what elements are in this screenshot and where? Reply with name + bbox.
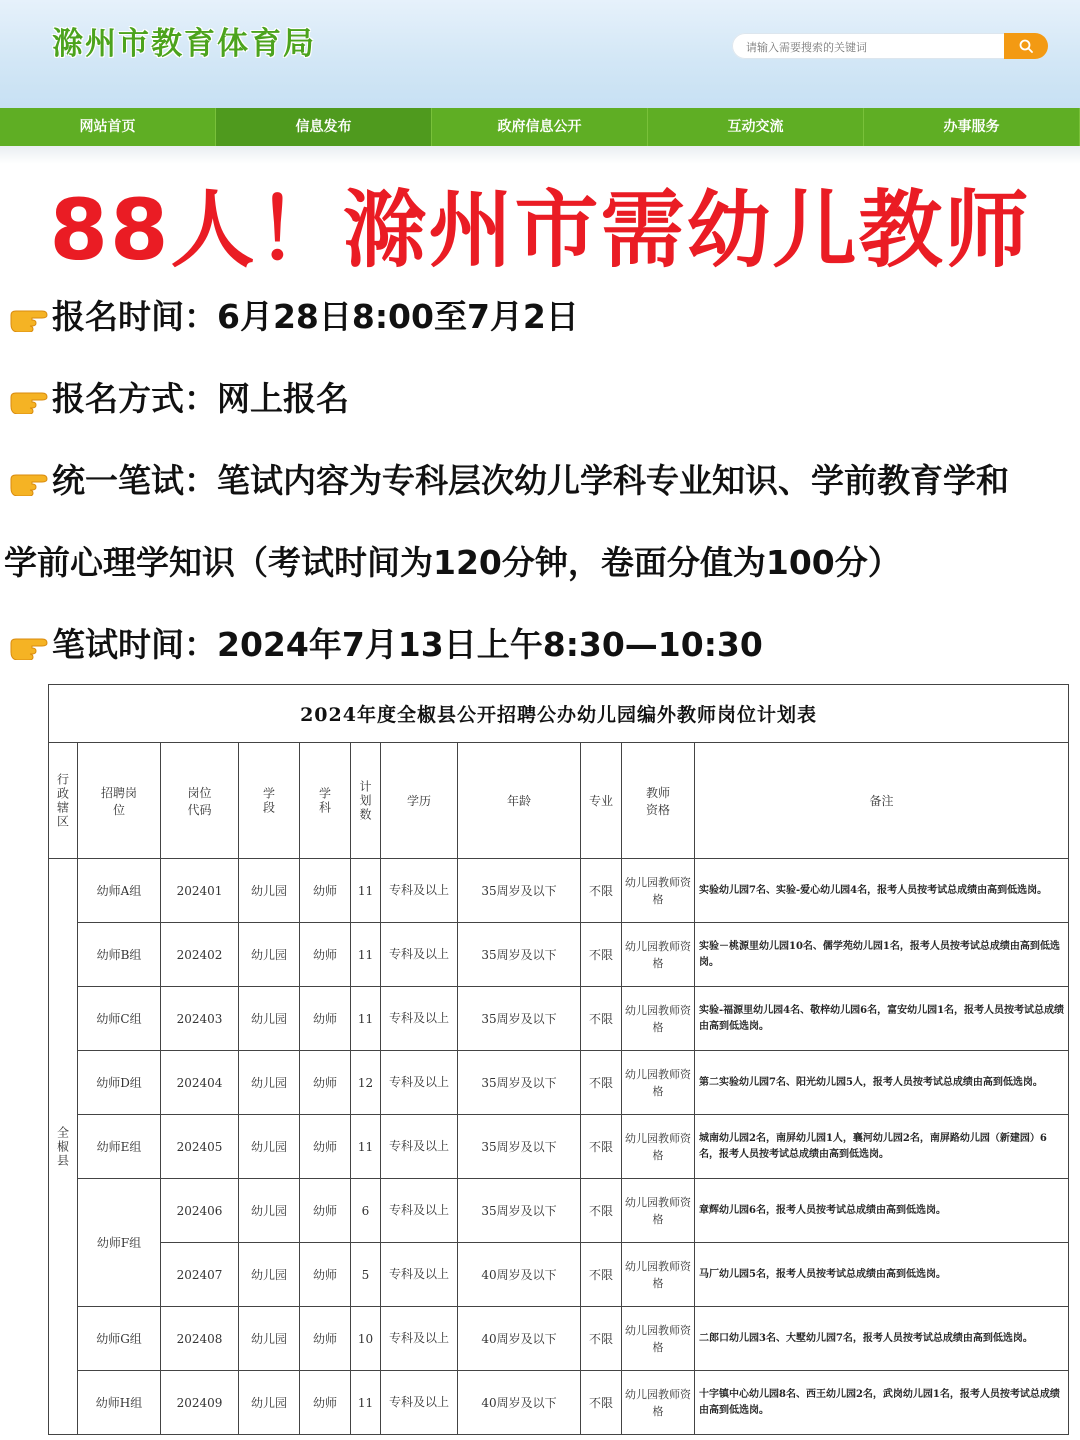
post-cell: 幼师F组 xyxy=(78,1179,161,1307)
count-cell: 5 xyxy=(351,1243,381,1307)
count-cell: 11 xyxy=(351,1115,381,1179)
code-cell: 202409 xyxy=(161,1371,239,1435)
subject-cell: 幼师 xyxy=(300,859,351,923)
stage-cell: 幼儿园 xyxy=(239,1371,300,1435)
table-row xyxy=(49,987,1069,1051)
subject-cell: 幼师 xyxy=(300,1051,351,1115)
nav-item-info[interactable]: 信息发布 xyxy=(216,108,432,146)
edu-cell: 专科及以上 xyxy=(381,987,458,1051)
header-label: 学科 xyxy=(317,786,332,815)
nav-item-gov-info[interactable]: 政府信息公开 xyxy=(432,108,648,146)
plan-table-wrapper xyxy=(48,684,1068,1436)
subject-cell: 幼师 xyxy=(300,1243,351,1307)
search-button[interactable] xyxy=(1004,33,1048,59)
cert-cell: 幼儿园教师资格 xyxy=(622,1307,695,1371)
table-row xyxy=(49,1243,1069,1307)
nav-item-services[interactable]: 办事服务 xyxy=(864,108,1080,146)
age-cell: 35周岁及以下 xyxy=(458,923,581,987)
post-cell: 幼师A组 xyxy=(78,859,161,923)
header-count xyxy=(351,743,381,859)
header-subject xyxy=(300,743,351,859)
subject-cell: 幼师 xyxy=(300,1179,351,1243)
subject-cell: 幼师 xyxy=(300,1371,351,1435)
age-cell: 35周岁及以下 xyxy=(458,1115,581,1179)
count-cell: 11 xyxy=(351,987,381,1051)
info-text: 学前心理学知识（考试时间为120分钟，卷面分值为100分） xyxy=(4,543,901,582)
cert-cell: 幼儿园教师资格 xyxy=(622,859,695,923)
header-stage xyxy=(239,743,300,859)
table-row xyxy=(49,923,1069,987)
info-line-signup-method xyxy=(8,377,349,421)
header-post: 招聘岗位 xyxy=(78,743,161,859)
post-cell: 幼师G组 xyxy=(78,1307,161,1371)
edu-cell: 专科及以上 xyxy=(381,1243,458,1307)
note-cell: 马厂幼儿园5名，报考人员按考试总成绩由高到低选岗。 xyxy=(695,1243,1069,1307)
cert-cell: 幼儿园教师资格 xyxy=(622,1051,695,1115)
stage-cell: 幼儿园 xyxy=(239,1115,300,1179)
site-title[interactable]: 滁州市教育体育局 xyxy=(52,26,316,62)
info-text: 统一笔试：笔试内容为专科层次幼儿学科专业知识、学前教育学和 xyxy=(52,461,1009,500)
search-box xyxy=(732,33,1048,59)
major-cell: 不限 xyxy=(581,987,622,1051)
count-cell: 11 xyxy=(351,859,381,923)
table-caption: 2024年度全椒县公开招聘公办幼儿园编外教师岗位计划表 xyxy=(49,685,1069,743)
code-cell: 202404 xyxy=(161,1051,239,1115)
major-cell: 不限 xyxy=(581,859,622,923)
info-line-written-exam xyxy=(8,459,1009,503)
headline: 88人！滁州市需幼儿教师 xyxy=(49,181,1031,279)
code-cell: 202405 xyxy=(161,1115,239,1179)
age-cell: 40周岁及以下 xyxy=(458,1243,581,1307)
header-age: 年龄 xyxy=(458,743,581,859)
edu-cell: 专科及以上 xyxy=(381,1371,458,1435)
note-cell: 实验-福源里幼儿园4名、敬梓幼儿园6名，富安幼儿园1名，报考人员按考试总成绩由高到低选岗。 xyxy=(695,987,1069,1051)
stage-cell: 幼儿园 xyxy=(239,1051,300,1115)
header-education: 学历 xyxy=(381,743,458,859)
major-cell: 不限 xyxy=(581,1051,622,1115)
table-row xyxy=(49,1115,1069,1179)
table-row xyxy=(49,859,1069,923)
table-row xyxy=(49,1051,1069,1115)
cert-cell: 幼儿园教师资格 xyxy=(622,1179,695,1243)
code-cell: 202403 xyxy=(161,987,239,1051)
info-line-signup-time xyxy=(8,295,579,339)
nav-item-interaction[interactable]: 互动交流 xyxy=(648,108,864,146)
info-text: 笔试时间：2024年7月13日上午8:30—10:30 xyxy=(52,625,763,664)
major-cell: 不限 xyxy=(581,923,622,987)
stage-cell: 幼儿园 xyxy=(239,1179,300,1243)
search-input[interactable] xyxy=(744,36,998,58)
major-cell: 不限 xyxy=(581,1243,622,1307)
search-icon xyxy=(1019,39,1033,53)
district-cell xyxy=(49,859,78,1435)
subject-cell: 幼师 xyxy=(300,1115,351,1179)
count-cell: 6 xyxy=(351,1179,381,1243)
plan-table xyxy=(48,684,1069,1435)
header-label: 学段 xyxy=(261,786,276,815)
pointing-hand-icon xyxy=(8,384,50,414)
code-cell: 202402 xyxy=(161,923,239,987)
note-cell: 第二实验幼儿园7名、阳光幼儿园5人，报考人员按考试总成绩由高到低选岗。 xyxy=(695,1051,1069,1115)
count-cell: 11 xyxy=(351,1371,381,1435)
age-cell: 35周岁及以下 xyxy=(458,987,581,1051)
post-cell: 幼师D组 xyxy=(78,1051,161,1115)
subject-cell: 幼师 xyxy=(300,923,351,987)
table-row xyxy=(49,1371,1069,1435)
note-cell: 十字镇中心幼儿园8名、西王幼儿园2名，武岗幼儿园1名，报考人员按考试总成绩由高到低选岗。 xyxy=(695,1371,1069,1435)
info-text: 报名时间：6月28日8:00至7月2日 xyxy=(52,297,579,336)
edu-cell: 专科及以上 xyxy=(381,1307,458,1371)
stage-cell: 幼儿园 xyxy=(239,859,300,923)
edu-cell: 专科及以上 xyxy=(381,1179,458,1243)
cert-cell: 幼儿园教师资格 xyxy=(622,923,695,987)
count-cell: 12 xyxy=(351,1051,381,1115)
stage-cell: 幼儿园 xyxy=(239,1307,300,1371)
main-nav xyxy=(0,108,1080,146)
site-header xyxy=(0,0,1080,108)
header-district xyxy=(49,743,78,859)
edu-cell: 专科及以上 xyxy=(381,859,458,923)
info-line-written-exam-cont xyxy=(4,541,901,585)
edu-cell: 专科及以上 xyxy=(381,1115,458,1179)
header-label: 行政辖区 xyxy=(55,772,70,829)
table-row xyxy=(49,1307,1069,1371)
note-cell: 城南幼儿园2名，南屏幼儿园1人，襄河幼儿园2名，南屏路幼儿园（新建园）6名，报考人员按考试总成绩由高到低选岗。 xyxy=(695,1115,1069,1179)
age-cell: 35周岁及以下 xyxy=(458,859,581,923)
edu-cell: 专科及以上 xyxy=(381,923,458,987)
stage-cell: 幼儿园 xyxy=(239,923,300,987)
age-cell: 40周岁及以下 xyxy=(458,1371,581,1435)
post-cell: 幼师H组 xyxy=(78,1371,161,1435)
code-cell: 202407 xyxy=(161,1243,239,1307)
count-cell: 11 xyxy=(351,923,381,987)
pointing-hand-icon xyxy=(8,466,50,496)
table-row xyxy=(49,1179,1069,1243)
cert-cell: 幼儿园教师资格 xyxy=(622,1115,695,1179)
header-note: 备注 xyxy=(695,743,1069,859)
stage-cell: 幼儿园 xyxy=(239,987,300,1051)
note-cell: 二郎口幼儿园3名、大墅幼儿园7名，报考人员按考试总成绩由高到低选岗。 xyxy=(695,1307,1069,1371)
stage-cell: 幼儿园 xyxy=(239,1243,300,1307)
cert-cell: 幼儿园教师资格 xyxy=(622,1371,695,1435)
header-code: 岗位代码 xyxy=(161,743,239,859)
age-cell: 40周岁及以下 xyxy=(458,1307,581,1371)
header-major: 专业 xyxy=(581,743,622,859)
age-cell: 35周岁及以下 xyxy=(458,1179,581,1243)
info-line-exam-time xyxy=(8,623,763,667)
note-cell: 实验幼儿园7名、实验-爱心幼儿园4名，报考人员按考试总成绩由高到低选岗。 xyxy=(695,859,1069,923)
nav-item-home[interactable]: 网站首页 xyxy=(0,108,216,146)
code-cell: 202401 xyxy=(161,859,239,923)
major-cell: 不限 xyxy=(581,1115,622,1179)
code-cell: 202406 xyxy=(161,1179,239,1243)
note-cell: 实验－桃源里幼儿园10名、儒学苑幼儿园1名，报考人员按考试总成绩由高到低选岗。 xyxy=(695,923,1069,987)
cert-cell: 幼儿园教师资格 xyxy=(622,987,695,1051)
post-cell: 幼师C组 xyxy=(78,987,161,1051)
subject-cell: 幼师 xyxy=(300,1307,351,1371)
post-cell: 幼师B组 xyxy=(78,923,161,987)
info-text: 报名方式：网上报名 xyxy=(52,379,349,418)
pointing-hand-icon xyxy=(8,302,50,332)
pointing-hand-icon xyxy=(8,630,50,660)
post-cell: 幼师E组 xyxy=(78,1115,161,1179)
header-cert: 教师资格 xyxy=(622,743,695,859)
code-cell: 202408 xyxy=(161,1307,239,1371)
nav-divider xyxy=(0,146,1080,164)
age-cell: 35周岁及以下 xyxy=(458,1051,581,1115)
major-cell: 不限 xyxy=(581,1179,622,1243)
edu-cell: 专科及以上 xyxy=(381,1051,458,1115)
subject-cell: 幼师 xyxy=(300,987,351,1051)
major-cell: 不限 xyxy=(581,1371,622,1435)
district-label: 全椒县 xyxy=(55,1125,70,1168)
cert-cell: 幼儿园教师资格 xyxy=(622,1243,695,1307)
major-cell: 不限 xyxy=(581,1307,622,1371)
note-cell: 章辉幼儿园6名，报考人员按考试总成绩由高到低选岗。 xyxy=(695,1179,1069,1243)
count-cell: 10 xyxy=(351,1307,381,1371)
header-label: 计划数 xyxy=(358,779,372,822)
